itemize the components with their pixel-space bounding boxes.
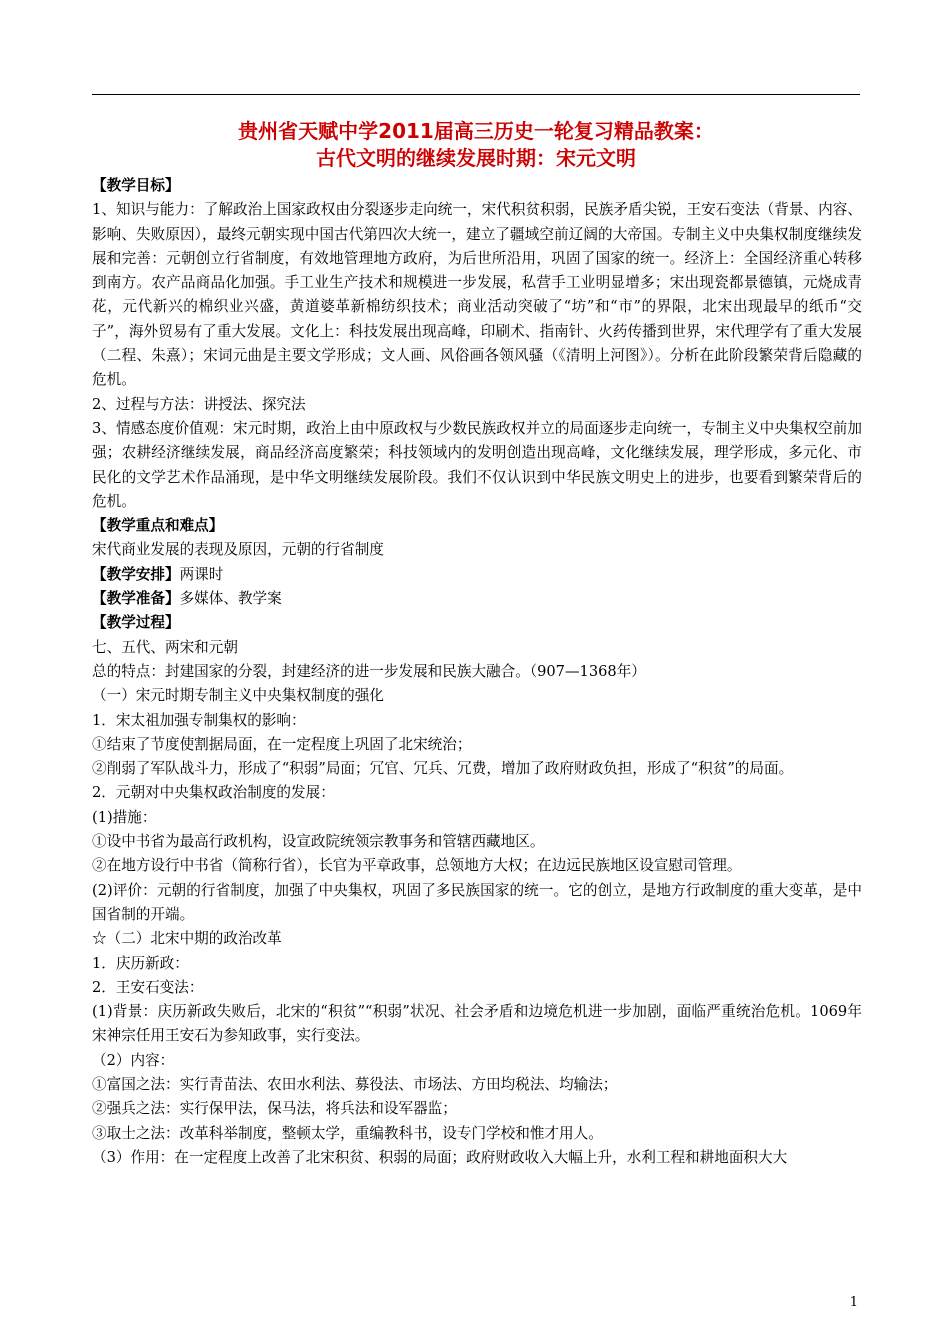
arrange-text: 两课时	[179, 565, 224, 583]
chapter-seven: 七、五代、两宋和元朝	[92, 638, 238, 656]
point-1: 1．宋太祖加强专制集权的影响：	[92, 711, 306, 729]
point-2-measures: (1)措施：	[92, 808, 157, 826]
header-rule	[92, 94, 860, 95]
section-heading-prep: 【教学准备】	[92, 590, 180, 608]
section-heading-key: 【教学重点和难点】	[92, 517, 224, 535]
title-line-1: 贵州省天赋中学2011届高三历史一轮复习精品教案：	[238, 119, 714, 143]
reform-background: (1)背景：庆历新政失败后，北宋的“积贫”“积弱”状况、社会矛盾和边境危机进一步加剧，面临严重统治危机。1069年宋神宗任用王安石为参知政事，实行变法。	[92, 1003, 862, 1045]
reform-2: 2．王安石变法：	[92, 978, 204, 996]
goal-attitude: 3、情感态度价值观：宋元时期，政治上由中原政权与少数民族政权并立的局面逐步走向统一，专制主义中央集权空前加强；农耕经济继续发展，商品经济高度繁荣；科技领域内的发明创造出现高峰，文化继续发展，理学形成，多元化、市民化的文学艺术作品涌现，是中华文明继续发展阶段。我们不仅认识到中华民族文明史上的进步，也要看到繁荣背后的危机。	[92, 419, 862, 510]
key-text: 宋代商业发展的表现及原因，元朝的行省制度	[92, 541, 384, 559]
subsection-2: ☆（二）北宋中期的政治改革	[92, 930, 282, 948]
point-2: 2．元朝对中央集权政治制度的发展：	[92, 784, 335, 802]
point-1b: ②削弱了军队战斗力，形成了“积弱”局面；冗官、冗兵、冗费，增加了政府财政负担，形成了“积贫”的局面。	[92, 760, 794, 778]
reform-effect: （3）作用：在一定程度上改善了北宋积贫、积弱的局面；政府财政收入大幅上升，水利工程和耕地面积大大	[92, 1148, 788, 1166]
document-body	[92, 174, 862, 1170]
title-line-2: 古代文明的继续发展时期：宋元文明	[316, 146, 636, 170]
prep-text: 多媒体、教学案	[179, 590, 282, 608]
page-number: 1	[849, 1295, 858, 1310]
point-1a: ①结束了节度使割据局面，在一定程度上巩固了北宋统治；	[92, 735, 472, 753]
section-heading-arrange: 【教学安排】	[92, 565, 180, 583]
reform-1: 1．庆历新政：	[92, 954, 189, 972]
reform-content-heading: （2）内容：	[92, 1051, 175, 1069]
subsection-1: （一）宋元时期专制主义中央集权制度的强化	[92, 687, 384, 705]
section-heading-goals: 【教学目标】	[92, 177, 180, 194]
arrange-line	[92, 563, 862, 587]
point-2-evaluation: (2)评价：元朝的行省制度，加强了中央集权，巩固了多民族国家的统一。它的创立，是地方行政制度的重大变革，是中国省制的开端。	[92, 881, 862, 923]
point-2b: ②在地方设行中书省（简称行省），长官为平章政事，总领地方大权；在边远民族地区设宣慰司管理。	[92, 857, 742, 875]
goal-method: 2、过程与方法：讲授法、探究法	[92, 395, 306, 413]
reform-content-3: ③取士之法：改革科举制度，整顿太学，重编教科书，设专门学校和惟才用人。	[92, 1124, 603, 1142]
point-2a: ①设中书省为最高行政机构，设宣政院统领宗教事务和管辖西藏地区。	[92, 833, 545, 851]
goal-knowledge: 1、知识与能力：了解政治上国家政权由分裂逐步走向统一，宋代积贫积弱，民族矛盾尖锐，王安石变法（背景、内容、影响、失败原因），最终元朝实现中国古代第四次大统一，建立了疆域空前辽阔的大帝国。专制主义中央集权制度继续发展和完善：元朝创立行省制度，有效地管理地方政府，为后世所沿用，巩固了国家的统一。经济上：全国经济重心转移到南方。农产品商品化加强。手工业生产技术和规模进一步发展，私营手工业明显增多；宋出现瓷都景德镇，元烧成青花，元代新兴的棉织业兴盛，黄道婆革新棉纺织技术；商业活动突破了“坊”和“市”的界限，北宋出现最早的纸币“交子”，海外贸易有了重大发展。文化上：科技发展出现高峰，印刷术、指南针、火药传播到世界，宋代理学有了重大发展（二程、朱熹）；宋词元曲是主要文学形成；文人画、风俗画各领风骚（《清明上河图》）。分析在此阶段繁荣背后隐藏的危机。	[92, 201, 862, 389]
document-title	[92, 118, 860, 172]
reform-content-1: ①富国之法：实行青苗法、农田水利法、募役法、市场法、方田均税法、均输法；	[92, 1075, 618, 1093]
prep-line	[92, 587, 862, 611]
section-heading-process: 【教学过程】	[92, 614, 180, 632]
reform-content-2: ②强兵之法：实行保甲法，保马法，将兵法和设军器监；	[92, 1100, 457, 1118]
overall-feature: 总的特点：封建国家的分裂，封建经济的进一步发展和民族大融合。（907—1368年）	[92, 662, 646, 680]
